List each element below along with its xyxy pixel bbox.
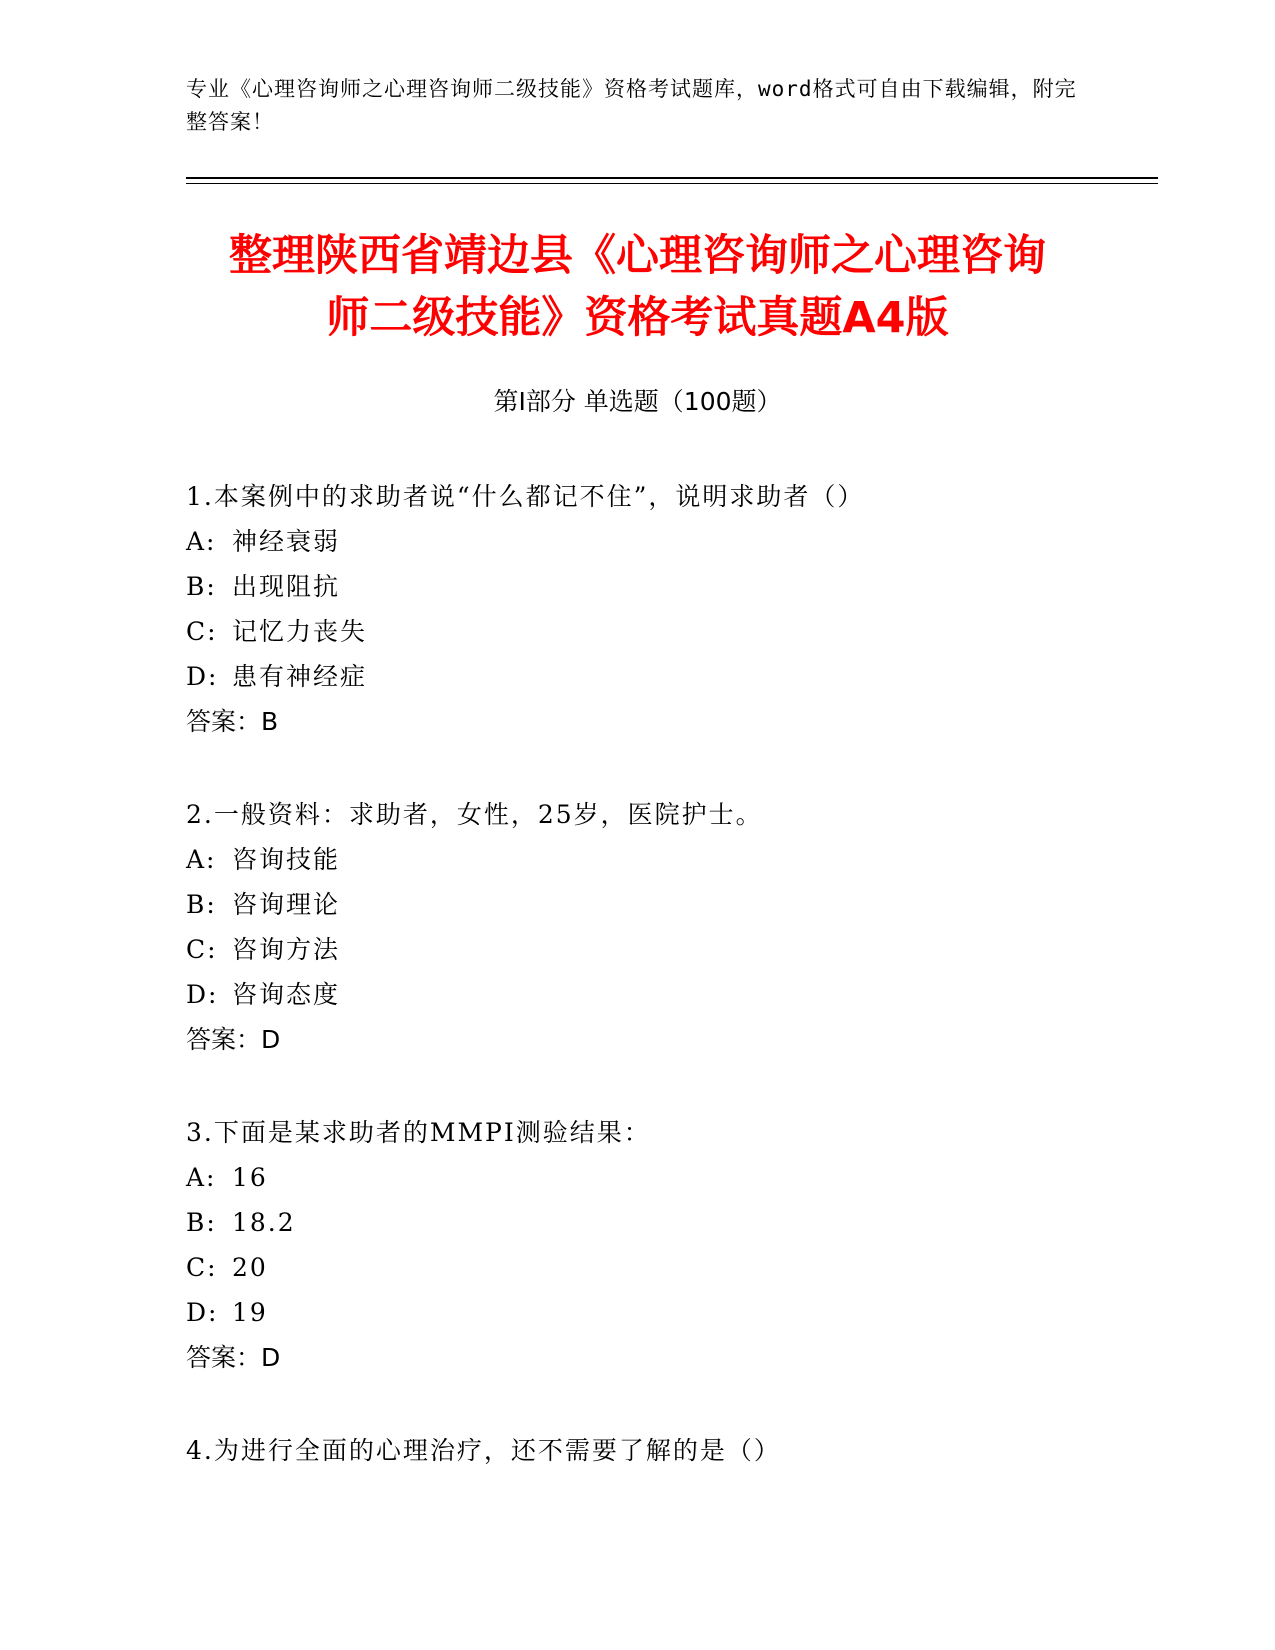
option-c	[186, 609, 1146, 654]
option-b	[186, 1200, 1146, 1245]
option-letter: A:	[186, 845, 217, 874]
section-heading: 第Ⅰ部分 单选题（100题）	[493, 387, 782, 416]
question-text: 2.一般资料：求助者，女性，25岁，医院护士。	[186, 800, 763, 829]
option-letter: A:	[186, 1163, 217, 1192]
question-text: 4.为进行全面的心理治疗，还不需要了解的是（）	[186, 1436, 781, 1465]
question-1	[186, 474, 1146, 744]
option-text: 神经衰弱	[232, 527, 341, 556]
option-letter: D:	[186, 980, 219, 1009]
option-b	[186, 882, 1146, 927]
header-divider-thin	[186, 183, 1158, 184]
answer-line: 答案：D	[186, 1343, 281, 1372]
option-text: 咨询方法	[232, 935, 341, 964]
header-divider-thick	[186, 177, 1158, 179]
option-text: 20	[232, 1253, 268, 1282]
option-text: 记忆力丧失	[232, 617, 368, 646]
option-text: 出现阻抗	[232, 572, 341, 601]
question-2	[186, 792, 1146, 1062]
question-text: 3.下面是某求助者的MMPI测验结果：	[186, 1118, 651, 1147]
option-c	[186, 927, 1146, 972]
option-text: 19	[232, 1298, 268, 1327]
answer-line: 答案：D	[186, 1025, 281, 1054]
option-letter: B:	[186, 890, 217, 919]
question-4	[186, 1428, 1146, 1473]
option-text: 咨询理论	[232, 890, 341, 919]
option-a	[186, 1155, 1146, 1200]
option-text: 咨询技能	[232, 845, 341, 874]
option-letter: D:	[186, 662, 219, 691]
option-letter: C:	[186, 935, 218, 964]
option-c	[186, 1245, 1146, 1290]
question-3	[186, 1110, 1146, 1380]
question-text: 1.本案例中的求助者说“什么都记不住”，说明求助者（）	[186, 482, 865, 511]
document-title	[130, 225, 1145, 349]
option-text: 咨询态度	[232, 980, 341, 1009]
option-d	[186, 654, 1146, 699]
option-a	[186, 519, 1146, 564]
option-d	[186, 972, 1146, 1017]
option-b	[186, 564, 1146, 609]
answer-line: 答案：B	[186, 707, 279, 736]
option-letter: C:	[186, 1253, 218, 1282]
option-a	[186, 837, 1146, 882]
option-text: 16	[232, 1163, 268, 1192]
option-letter: A:	[186, 527, 217, 556]
header-note: 专业《心理咨询师之心理咨询师二级技能》资格考试题库，word格式可自由下载编辑，附完整答案！	[186, 77, 1077, 134]
option-d	[186, 1290, 1146, 1335]
option-letter: B:	[186, 1208, 217, 1237]
document-title-line-1: 整理陕西省靖边县《心理咨询师之心理咨询	[229, 231, 1046, 281]
option-text: 患有神经症	[232, 662, 368, 691]
option-text: 18.2	[232, 1208, 296, 1237]
option-letter: C:	[186, 617, 218, 646]
document-title-line-2: 师二级技能》资格考试真题A4版	[326, 293, 949, 343]
option-letter: D:	[186, 1298, 219, 1327]
option-letter: B:	[186, 572, 217, 601]
